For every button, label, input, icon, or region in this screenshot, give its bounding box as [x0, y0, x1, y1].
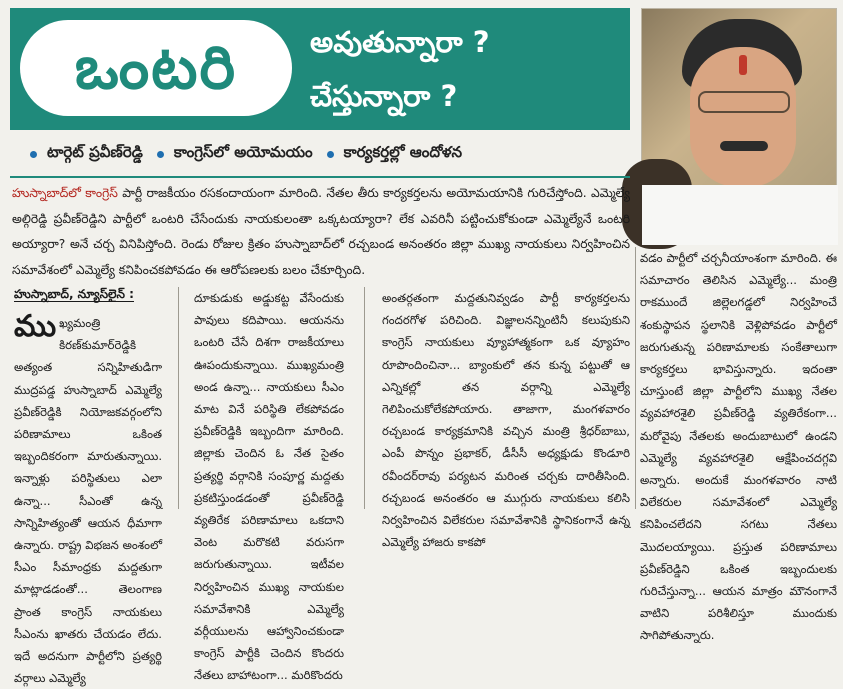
intro-lead: హుస్నాబాద్‌లో కాంగ్రెస్ [12, 186, 118, 200]
highlight-item: టార్గెట్ ప్రవీణ్‌రెడ్డి [30, 143, 143, 165]
dateline: హుస్నాబాద్, న్యూస్‌లైన్ : [14, 287, 134, 301]
headline-banner [10, 8, 630, 130]
headline-line-2: చేస్తున్నారా ? [310, 79, 458, 113]
article-column-3: అంతర్గతంగా మద్దతునివ్వడం పార్టీ కార్యకర్తలను గందరగోళ పరిచింది. విజ్ఞాలనన్నింటినీ కలుపుకుని కాంగ్రెస్ నాయకులు వ్యూహాత్మకంగా ఒక వ్యూహం రూపొందించినా... బ్యాంకులో తన కున్న పట్టుతో ఆ ఎన్నికల్లో తన వర్గాన్ని ఎమ్మెల్యే గెలిపించుకోలేకపోయారు. తాజాగా, మంగళవారం రచ్చబండ కార్యక్రమానికి వచ్చిన మంత్రి శ్రీధర్‌బాబు, ఎంపీ పొన్నం ప్రభాకర్, డీసీసీ అధ్యక్షుడు కొండూరి రవీందర్‌రావు పర్యటన మరింత చర్చకు దారితీసింది. రచ్చబండ అనంతరం ఆ ముగ్గురు నాయకులు కలిసి నిర్వహించిన విలేకరుల సమావేశానికి స్థానికంగానే ఉన్న ఎమ్మెల్యే హాజరు కాకపో [382, 291, 630, 550]
column-divider [364, 287, 365, 509]
mla-photo [641, 8, 837, 242]
article-column-4: వడం పార్టీలో చర్చనీయాంశంగా మారింది. ఈ సమాచారం తెలిసిన ఎమ్మెల్యే... మంత్రి రాకముందే జిల్లెలగడ్డలో నిర్వహించే శంకుస్థాపన స్థలానికి వెళ్లిపోవడం పార్టీలో జరుగుతున్న పరిణామాలకు సంకేతాలుగా కార్యకర్తలు భావిస్తున్నారు. ఇదంతా చూస్తుంటే జిల్లా పార్టీలోని ముఖ్య నేతల వ్యవహారశైలి ప్రవీణ్‌రెడ్డి వ్యతిరేకంగా... మరోవైపు నేతలకు అందుబాటులో ఉండని ఎమ్మెల్యే వ్యవహారశైలి ఆక్షేపించదగ్గవి అన్నారు. అందుకే మంగళవారం నాటి విలేకరుల సమావేశంలో ఎమ్మెల్యే కనిపించలేదని సగటు నేతలు మొదలయ్యాయి. ప్రస్తుత పరిణామాలు ప్రవీణ్‌రెడ్డిని ఒకింత ఇబ్బందులకు గురిచేస్తున్నా... ఆయన మాత్రం మౌనంగానే వాటిని పరిశీలిస్తూ ముందుకు సాగిపోతున్నారు. [640, 251, 837, 643]
column-divider [635, 247, 636, 509]
bullet-icon [30, 151, 37, 158]
intro-paragraph [12, 181, 630, 283]
column-divider [178, 287, 179, 509]
bullet-icon [327, 151, 334, 158]
headline-main: ఒంటరి [20, 20, 292, 116]
bullet-icon [157, 151, 164, 158]
intro-text: పార్టీ రాజకీయం రసకందాయంగా మారింది. నేతల తీరు కార్యకర్తలను అయోమయానికి గురిచేస్తోంది. ఎమ్మెల్యే అల్గిరెడ్డి ప్రవీణ్‌రెడ్డిని పార్టీలో ఒంటరి చేసేందుకు నాయకులంతా ఒక్కటయ్యారా? లేక ఎవరినీ పట్టించుకోకుండా ఎమ్మెల్యేనే ఒంటరి అయ్యారా? అనే చర్చ వినిపిస్తోంది. రెండు రోజుల క్రితం హుస్నాబాద్‌లో రచ్చబండ అనంతరం జిల్లా ముఖ్య నాయకులు నిర్వహించిన సమావేశంలో ఎమ్మెల్యే కనిపించకపోవడం ఈ ఆరోపణలకు బలం చేకూర్చింది. [12, 186, 630, 277]
divider [10, 176, 630, 178]
drop-cap: ము [14, 309, 57, 344]
highlights-row [30, 140, 630, 168]
highlight-item: కార్యకర్తల్లో ఆందోళన [327, 143, 462, 165]
article-column-2: దూకుడుకు అడ్డుకట్ట వేసేందుకు పావులు కదిపాయి. ఆయనను ఒంటరి చేసే దిశగా రాజకీయాలు ఊపందుకున్నాయి. ముఖ్యమంత్రి అండ ఉన్నా... నాయకులు సీఎం మాట వినే పరిస్థితి లేకపోవడం ప్రవీణ్‌రెడ్డికి ఇబ్బందిగా మారింది. జిల్లాకు చెందిన ఓ నేత సైతం ప్రత్యర్థి వర్గానికి సంపూర్ణ మద్దతు ప్రకటిస్తుండడంతో ప్రవీణ్‌రెడ్డి వ్యతిరేక పరిణామాలు ఒకదాని వెంట మరొకటి వరుసగా జరుగుతున్నాయి. ఇటీవల నిర్వహించిన ముఖ్య నాయకుల సమావేశానికి ఎమ్మెల్యే వర్గీయులను ఆహ్వానించకుండా కాంగ్రెస్ పార్టీకి చెందిన కొందరు నేతలు బాహాటంగా... మరికొందరు [194, 291, 344, 683]
article-column-1: ముఖ్యమంత్రి కిరణ్‌కుమార్‌రెడ్డికి అత్యంత సన్నిహితుడిగా ముద్రపడ్డ హుస్నాబాద్ ఎమ్మెల్యే ప్రవీణ్‌రెడ్డికి నియోజకవర్గంలోని పరిణామాలు ఒకింత ఇబ్బందికరంగా మారుతున్నాయి. ఇన్నాళ్లు పరిస్థితులు ఎలా ఉన్నా... సీఎంతో ఉన్న సాన్నిహిత్యంతో ఆయన ధీమాగా ఉన్నారు. రాష్ట్ర విభజన అంశంలో సీఎం సీమాంధ్రకు మద్దతుగా మాట్లాడడంతో... తెలంగాణ ప్రాంత కాంగ్రెస్ నాయకులు సీఎంను ఖాతరు చేయడం లేదు. ఇదే అదనుగా పార్టీలోని ప్రత్యర్థి వర్గాలు ఎమ్మెల్యే [14, 309, 162, 686]
headline-line-1: అవుతున్నారా ? [310, 25, 490, 59]
highlight-item: కాంగ్రెస్‌లో అయోమయం [157, 143, 313, 165]
